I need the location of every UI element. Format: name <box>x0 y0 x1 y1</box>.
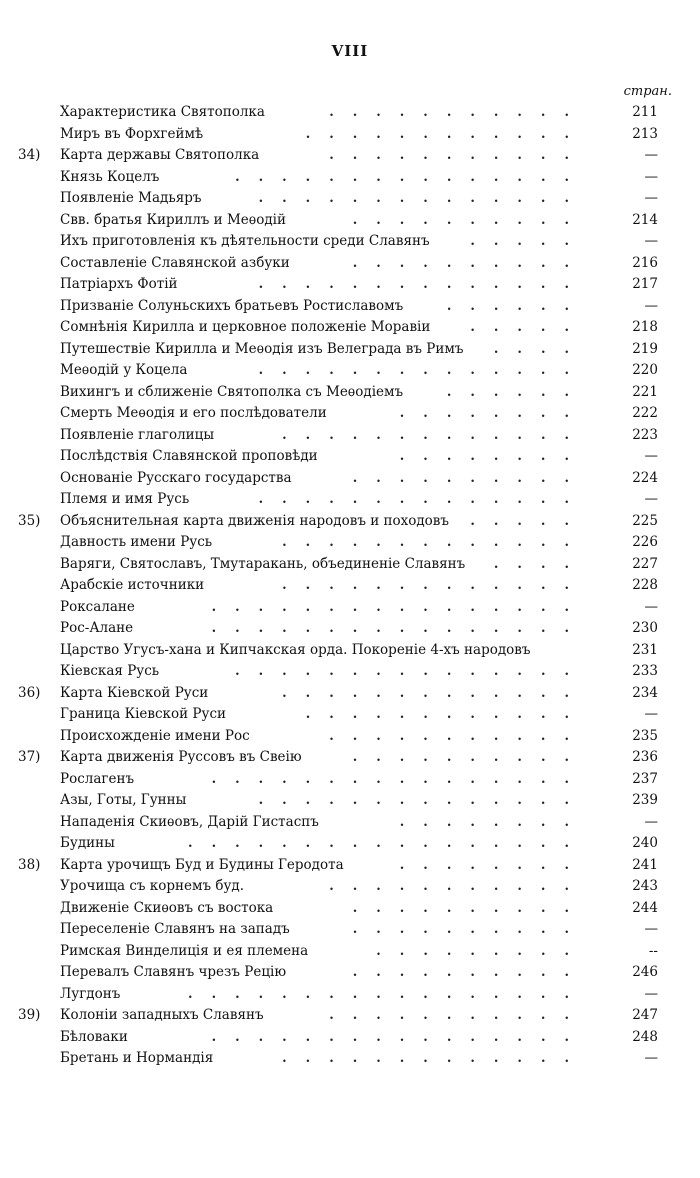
toc-entry <box>18 167 658 189</box>
section-number: 37) <box>18 749 41 765</box>
entry-title: Патріархъ Фотій <box>60 276 178 292</box>
page-number: 231 <box>632 641 658 658</box>
entry-title: Карта Кіевской Руси <box>60 684 209 701</box>
leader-dots: .... <box>493 341 588 357</box>
entry-title: Перевалъ Славянъ чрезъ Рецію <box>60 964 287 980</box>
page-number: — <box>644 491 658 507</box>
page-number: 236 <box>632 749 658 765</box>
entry-title: Давность имени Русь <box>60 534 213 550</box>
entry-title: Ихъ приготовленія къ дѣятельности среди Славянъ <box>60 233 430 249</box>
entry-title: Переселеніе Славянъ на западъ <box>60 921 290 937</box>
entry-title: Роксалане <box>60 598 135 615</box>
entry-title: Составленіе Славянской азбуки <box>60 254 290 271</box>
page-number: 239 <box>632 792 658 808</box>
toc-entry <box>18 425 658 447</box>
page-number: — <box>644 1050 658 1066</box>
page-number: 230 <box>632 620 658 636</box>
page-number: 248 <box>632 1028 658 1045</box>
entry-title: Бретань и Нормандія <box>60 1050 214 1066</box>
leader-dots: ......... <box>376 943 588 959</box>
leader-dots: ............... <box>235 169 588 185</box>
entry-title: Нападенія Скиѳовъ, Дарій Гистаспъ <box>60 813 319 830</box>
toc-entry <box>18 1027 658 1049</box>
leader-dots: ................ <box>211 621 588 636</box>
toc-entry <box>18 898 658 920</box>
leader-dots: ................. <box>188 986 588 1002</box>
page-number: — <box>644 168 658 185</box>
page-number: 211 <box>632 104 658 120</box>
leader-dots: ........... <box>329 728 588 744</box>
leader-dots: ........ <box>399 406 588 421</box>
toc-entry <box>18 102 658 124</box>
toc-entry <box>18 962 658 984</box>
leader-dots: .......... <box>352 255 588 271</box>
leader-dots: ............ <box>305 707 588 722</box>
entry-title: Бѣловаки <box>60 1028 128 1045</box>
page-number: 219 <box>632 340 658 357</box>
entry-title: Азы, Готы, Гунны <box>60 792 187 808</box>
leader-dots: ........... <box>329 879 588 894</box>
toc-entry <box>18 726 658 748</box>
page-number: 223 <box>632 426 658 443</box>
toc-entry <box>18 747 658 769</box>
entry-title: Карта державы Святополка <box>60 147 260 163</box>
toc-entry <box>18 210 658 232</box>
page-number: 213 <box>632 125 658 142</box>
entry-title: Характеристика Святополка <box>60 104 265 120</box>
leader-dots: ................ <box>211 599 588 615</box>
page-number: — <box>644 233 658 249</box>
entry-title: Движеніе Скиѳовъ съ востока <box>60 899 274 916</box>
toc-entry <box>18 296 658 318</box>
section-number: 38) <box>18 856 41 873</box>
leader-dots: .............. <box>258 363 588 378</box>
leader-dots: ...... <box>446 384 588 400</box>
leader-dots: ................. <box>188 836 588 851</box>
entry-title: Рослагенъ <box>60 770 135 787</box>
toc-entry <box>18 145 658 167</box>
leader-dots: ..... <box>470 513 588 529</box>
section-number: 36) <box>18 684 41 701</box>
leader-dots: ..... <box>470 320 588 335</box>
leader-dots: ............ <box>305 126 588 142</box>
page-number: — <box>644 921 658 937</box>
toc-entry <box>18 188 658 210</box>
leader-dots: ............... <box>235 664 588 679</box>
page-number: 220 <box>632 362 658 378</box>
leader-dots: ..... <box>470 234 588 249</box>
toc-entry <box>18 769 658 791</box>
page-number: 247 <box>632 1007 658 1023</box>
toc-entry <box>18 812 658 834</box>
toc-entry <box>18 919 658 941</box>
leader-dots: ........... <box>329 1008 588 1023</box>
leader-dots: ........... <box>329 105 588 120</box>
entry-title: Смерть Меѳодія и его послѣдователи <box>60 405 327 421</box>
toc-entry <box>18 231 658 253</box>
page-number: 234 <box>632 684 658 701</box>
toc-entry <box>18 1005 658 1027</box>
toc-entry <box>18 704 658 726</box>
table-of-contents <box>18 102 658 1070</box>
leader-dots: .............. <box>258 191 588 206</box>
toc-entry <box>18 855 658 877</box>
page-number: 243 <box>632 878 658 894</box>
section-number: 35) <box>18 512 41 529</box>
leader-dots: ........ <box>399 449 588 464</box>
toc-entry <box>18 360 658 382</box>
entry-title: Призваніе Солуньскихъ братьевъ Ростиславомъ <box>60 297 404 314</box>
leader-dots: .......... <box>352 922 588 937</box>
toc-entry <box>18 597 658 619</box>
leader-dots: .......... <box>352 750 588 765</box>
page-number: — <box>644 813 658 830</box>
toc-entry <box>18 274 658 296</box>
entry-title: Царство Угусъ-хана и Кипчакская орда. Покореніе 4-хъ народовъ <box>60 641 531 658</box>
page-number: — <box>644 706 658 722</box>
toc-entry <box>18 468 658 490</box>
entry-title: Будины <box>60 835 115 851</box>
entry-title: Князь Коцелъ <box>60 168 160 185</box>
entry-title: Рос-Алане <box>60 620 134 636</box>
entry-title: Свв. братья Кириллъ и Меѳодій <box>60 211 286 228</box>
leader-dots: .............. <box>258 492 588 507</box>
entry-title: Миръ въ Форхгеймѣ <box>60 125 204 142</box>
page-number: — <box>644 297 658 314</box>
toc-entry <box>18 532 658 554</box>
entry-title: Колоніи западныхъ Славянъ <box>60 1007 264 1023</box>
page-number: 235 <box>632 727 658 744</box>
section-number: 39) <box>18 1007 41 1023</box>
page-number: 240 <box>632 835 658 851</box>
entry-title: Римская Винделиція и ея племена <box>60 942 309 959</box>
toc-entry <box>18 640 658 662</box>
leader-dots: .............. <box>258 793 588 808</box>
entry-title: Сомнѣнія Кирилла и церковное положеніе Моравіи <box>60 319 431 335</box>
entry-title: Граница Кіевской Руси <box>60 706 227 722</box>
page-number: — <box>644 598 658 615</box>
toc-entry <box>18 790 658 812</box>
entry-title: Появленіе глаголицы <box>60 426 215 443</box>
entry-title: Карта урочищъ Буд и Будины Геродота <box>60 856 344 873</box>
leader-dots: ................ <box>211 1029 588 1045</box>
page-number: — <box>644 190 658 206</box>
toc-entry <box>18 876 658 898</box>
page-number-roman: VIII <box>331 42 369 60</box>
leader-dots: ............. <box>282 685 588 701</box>
page-number: — <box>644 985 658 1002</box>
leader-dots: .......... <box>352 965 588 980</box>
page-number: 233 <box>632 663 658 679</box>
leader-dots: ............. <box>282 535 588 550</box>
leader-dots: ........ <box>399 814 588 830</box>
leader-dots: ...... <box>446 298 588 314</box>
leader-dots: .............. <box>258 277 588 292</box>
toc-entry <box>18 511 658 533</box>
entry-title: Карта движенія Руссовъ въ Свеію <box>60 749 302 765</box>
leader-dots: ............. <box>282 1051 588 1066</box>
entry-title: Появленіе Мадьяръ <box>60 190 202 206</box>
toc-entry <box>18 984 658 1006</box>
page-number: 227 <box>632 555 658 572</box>
section-number: 34) <box>18 147 41 163</box>
page-number: — <box>644 448 658 464</box>
leader-dots: ................ <box>211 771 588 787</box>
leader-dots: ............. <box>282 427 588 443</box>
toc-entry <box>18 683 658 705</box>
leader-dots: ............. <box>282 578 588 593</box>
toc-entry <box>18 253 658 275</box>
entry-title: Основаніе Русскаго государства <box>60 469 292 486</box>
toc-entry <box>18 1048 658 1070</box>
entry-title: Лугдонъ <box>60 985 121 1002</box>
toc-entry <box>18 339 658 361</box>
entry-title: Кіевская Русь <box>60 663 160 679</box>
page-number: 246 <box>632 964 658 980</box>
toc-entry <box>18 446 658 468</box>
page-number: 222 <box>632 405 658 421</box>
entry-title: Происхожденіе имени Рос <box>60 727 250 744</box>
page-number: 225 <box>632 512 658 529</box>
entry-title: Племя и имя Русь <box>60 491 190 507</box>
toc-entry <box>18 661 658 683</box>
page-number: -- <box>648 942 658 959</box>
page-number: — <box>644 147 658 163</box>
page-number: 237 <box>632 770 658 787</box>
toc-entry <box>18 575 658 597</box>
entry-title: Вихингъ и сближеніе Святополка съ Меѳодіемъ <box>60 383 404 400</box>
page-number: 218 <box>632 319 658 335</box>
page-number: 216 <box>632 254 658 271</box>
page-column-label: стран. <box>623 84 672 99</box>
page-number: 244 <box>632 899 658 916</box>
toc-entry <box>18 833 658 855</box>
page-number: 228 <box>632 577 658 593</box>
toc-entry <box>18 554 658 576</box>
leader-dots: ........ <box>399 857 588 873</box>
leader-dots: .......... <box>352 212 588 228</box>
toc-entry <box>18 317 658 339</box>
toc-entry <box>18 403 658 425</box>
toc-entry <box>18 941 658 963</box>
leader-dots: ........... <box>329 148 588 163</box>
page-number: 226 <box>632 534 658 550</box>
page-number: 241 <box>632 856 658 873</box>
page-number: 224 <box>632 469 658 486</box>
page-number: 214 <box>632 211 658 228</box>
leader-dots: .... <box>493 556 588 572</box>
entry-title: Арабскіе источники <box>60 577 205 593</box>
toc-entry <box>18 489 658 511</box>
toc-entry <box>18 618 658 640</box>
entry-title: Объяснительная карта движенія народовъ и походовъ <box>60 512 449 529</box>
leader-dots: .......... <box>352 900 588 916</box>
page-number: 221 <box>632 383 658 400</box>
entry-title: Послѣдствія Славянской проповѣди <box>60 448 318 464</box>
entry-title: Путешествіе Кирилла и Меѳодія изъ Велеграда въ Римъ <box>60 340 464 357</box>
leader-dots: .......... <box>352 470 588 486</box>
toc-entry <box>18 124 658 146</box>
toc-entry <box>18 382 658 404</box>
entry-title: Урочища съ корнемъ буд. <box>60 878 245 894</box>
page-number: 217 <box>632 276 658 292</box>
entry-title: Варяги, Святославъ, Тмутаракань, объединеніе Славянъ <box>60 555 466 572</box>
entry-title: Меѳодій у Коцела <box>60 362 188 378</box>
